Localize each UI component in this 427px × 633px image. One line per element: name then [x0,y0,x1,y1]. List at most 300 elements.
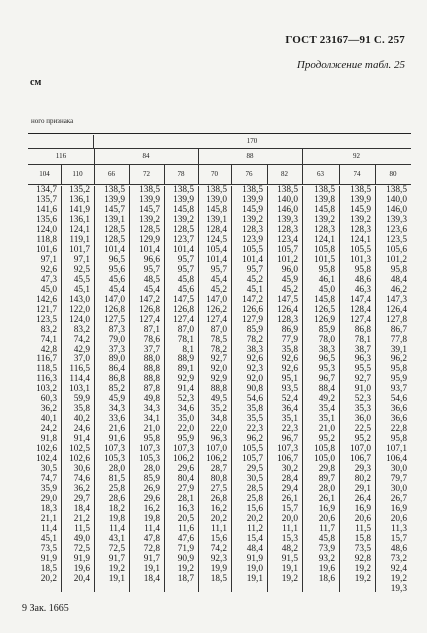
table-cell: 85,9 [143,474,160,485]
table-cell: 45,4 [108,284,125,295]
table-cell: 35,1 [318,414,335,425]
table-cell: 91,7 [143,553,160,564]
table-cell: 30,2 [281,464,298,475]
table-cell: 105,7 [242,454,263,465]
table-cell: 35,4 [318,404,335,415]
table-cell: 19,2 [354,573,371,584]
header-column-rule [375,164,376,184]
table-cell: 91,4 [177,384,194,395]
table-cell: 26,8 [210,494,227,505]
table-cell: 89,7 [318,474,335,485]
table-cell: 37,3 [108,344,125,355]
table-cell: 22,0 [177,424,194,435]
header-column-rule [94,148,95,184]
table-cell: 74,1 [40,334,57,345]
table-cell: 33,6 [108,414,125,425]
table-cell: 18,4 [73,504,90,514]
table-cell: 92,7 [210,354,227,365]
table-cell: 20,2 [210,513,227,524]
table-cell: 95,7 [177,264,194,275]
table-cell: 124,1 [69,224,90,235]
table-cell: 93,2 [318,553,335,564]
table-cell: 126,8 [139,304,160,315]
table-cell: 145,9 [350,204,371,215]
table-cell: 34,3 [143,404,160,415]
table-cell: 52,4 [281,394,298,405]
sub-header: 110 [72,170,83,178]
table-cell: 11,4 [109,523,125,534]
table-cell: 92,3 [246,364,263,375]
table-cell: 92,6 [281,354,298,365]
table-cell: 127,8 [386,314,407,325]
table-cell: 15,3 [281,533,298,544]
table-cell: 27,9 [177,484,194,495]
table-cell: 49,0 [73,533,90,544]
table-cell: 86,8 [108,374,125,385]
table-cell: 87,0 [177,324,194,335]
table-cell: 92,7 [354,374,371,385]
table-cell: 60,3 [40,394,57,405]
table-cell: 28,1 [177,494,194,505]
table-cell: 91,9 [73,553,90,564]
table-cell: 135,2 [69,185,90,195]
table-cell: 21,1 [40,513,57,524]
table-cell: 21,6 [108,424,125,435]
table-cell: 107,3 [104,444,125,455]
table-cell: 123,9 [242,234,263,245]
table-cell: 139,9 [242,194,263,205]
data-table [28,186,411,592]
table-cell: 15,7 [281,504,298,514]
table-column [267,186,298,585]
table-cell: 48,2 [281,543,298,554]
table-cell: 96,5 [318,354,335,365]
table-cell: 48,6 [354,274,371,285]
table-cell: 126,5 [314,304,335,315]
table-cell: 101,7 [69,244,90,255]
table-cell: 96,2 [390,354,407,365]
table-cell: 107,1 [386,444,407,455]
table-cell: 83,2 [40,324,57,335]
table-cell: 21,0 [318,424,335,435]
table-cell: 145,7 [104,204,125,215]
table-cell: 22,3 [281,424,298,435]
table-cell: 35,8 [246,404,263,415]
table-cell: 78,2 [246,334,263,345]
table-cell: 20,6 [318,513,335,524]
table-cell: 139,1 [104,214,125,225]
table-cell: 35,2 [210,404,227,415]
table-cell: 129,9 [139,234,160,245]
table-cell: 34,8 [210,414,227,425]
header-column-rule [339,164,340,184]
table-cell: 18,3 [40,504,57,514]
table-cell: 48,4 [390,274,407,285]
table-cell: 126,8 [104,304,125,315]
table-cell: 77,8 [390,334,407,345]
table-cell: 101,2 [277,254,298,265]
table-cell: 92,3 [210,553,227,564]
group-header: 88 [246,152,254,160]
table-cell: 105,3 [139,454,160,465]
table-cell: 106,7 [277,454,298,465]
table-cell: 35,1 [281,414,298,425]
table-cell: 139,9 [104,194,125,205]
table-cell: 42,9 [73,344,90,355]
table-cell: 139,2 [242,214,263,225]
table-cell: 107,0 [206,444,227,455]
table-cell: 107,3 [173,444,194,455]
group-header: 92 [353,152,360,160]
table-cell: 19,2 [390,573,407,584]
table-cell: 79,0 [108,334,125,345]
table-cell: 96,2 [246,434,263,445]
table-cell: 138,5 [139,185,160,195]
table-cell: 88,4 [318,384,335,395]
table-cell: 36,2 [40,404,57,415]
table-cell: 15,4 [246,533,263,544]
table-cell: 105,5 [350,244,371,255]
table-cell: 19,2 [177,563,194,574]
table-cell: 126,4 [277,304,298,315]
table-cell: 140,0 [386,194,407,205]
group-header: 84 [142,152,150,160]
table-cell: 29,7 [73,494,90,505]
table-cell: 95,9 [390,374,407,385]
table-cell: 102,5 [69,444,90,455]
table-cell: 19,2 [108,563,125,574]
table-cell: 11,2 [247,523,263,534]
table-cell: 96,0 [281,264,298,275]
table-cell: 126,8 [173,304,194,315]
table-cell: 34,6 [177,404,194,415]
table-column [129,186,160,585]
table-cell: 124,1 [314,234,335,245]
table-cell: 146,0 [386,204,407,215]
sub-header: 63 [317,170,324,178]
table-cell: 101,6 [36,244,57,255]
table-cell: 89,1 [177,364,194,375]
table-cell: 52,3 [354,394,371,405]
table-cell: 86,9 [281,324,298,335]
table-cell: 107,3 [139,444,160,455]
table-cell: 95,3 [318,364,335,375]
table-column [302,186,335,585]
table-cell: 74,2 [210,543,227,554]
header-column-rule [61,164,62,184]
table-cell: 91,7 [108,553,125,564]
table-cell: 87,1 [143,324,160,335]
table-cell: 8,1 [182,344,194,355]
table-cell: 77,9 [281,334,298,345]
table-cell: 95,5 [354,364,371,375]
table-cell: 92,9 [177,374,194,385]
table-cell: 105,5 [242,444,263,455]
table-cell: 11,4 [144,523,160,534]
table-cell: 121,7 [36,304,57,315]
feature-label: ного признака [31,117,74,125]
table-cell: 45,6 [108,274,125,285]
table-cell: 126,2 [206,304,227,315]
header-rule-2 [28,164,411,165]
table-cell: 19,1 [281,563,298,574]
table-cell: 11,5 [355,523,371,534]
table-column [94,186,125,585]
table-cell: 102,6 [69,454,90,465]
table-cell: 26,4 [354,494,371,505]
table-cell: 46,1 [318,274,335,285]
table-cell: 16,3 [177,504,194,514]
table-cell: 139,8 [314,194,335,205]
table-cell: 19,3 [390,583,407,594]
table-cell: 95,9 [177,434,194,445]
table-cell: 11,1 [211,523,227,534]
table-cell: 19,2 [354,563,371,574]
table-cell: 26,1 [281,494,298,505]
table-top-rule [28,133,411,134]
table-cell: 128,3 [277,224,298,235]
table-cell: 101,4 [104,244,125,255]
table-cell: 20,4 [73,573,90,584]
table-cell: 45,4 [143,284,160,295]
table-cell: 124,5 [206,234,227,245]
table-cell: 106,4 [386,454,407,465]
table-cell: 139,1 [206,214,227,225]
table-cell: 30,0 [390,484,407,495]
table-cell: 49,8 [143,394,160,405]
table-cell: 45,6 [177,284,194,295]
table-cell: 138,5 [350,185,371,195]
table-cell: 102,4 [36,454,57,465]
table-cell: 92,6 [281,364,298,375]
table-cell: 91,0 [354,384,371,395]
table-cell: 96,6 [143,254,160,265]
table-cell: 16,9 [318,504,335,514]
table-cell: 135,7 [36,194,57,205]
table-cell: 107,0 [350,444,371,455]
table-cell: 105,4 [206,244,227,255]
table-cell: 103,2 [36,384,57,395]
table-cell: 37,7 [143,344,160,355]
table-cell: 48,6 [390,543,407,554]
table-cell: 71,9 [177,543,194,554]
table-cell: 95,8 [390,264,407,275]
table-cell: 27,5 [210,484,227,495]
table-column [339,186,371,585]
table-cell: 25,8 [246,494,263,505]
table-cell: 30,5 [40,464,57,475]
table-cell: 91,8 [40,434,57,445]
table-cell: 119,1 [69,234,90,245]
table-cell: 25,8 [108,484,125,495]
table-cell: 42,8 [40,344,57,355]
table-cell: 123,6 [386,224,407,235]
table-cell: 45,2 [246,274,263,285]
table-cell: 124,1 [350,234,371,245]
table-cell: 20,6 [354,513,371,524]
table-cell: 88,8 [143,374,160,385]
table-cell: 139,3 [277,214,298,225]
table-cell: 45,8 [177,274,194,285]
table-cell: 124,0 [69,314,90,325]
table-cell: 24,2 [40,424,57,435]
table-cell: 28,6 [108,494,125,505]
table-cell: 18,2 [108,504,125,514]
table-cell: 38,3 [246,344,263,355]
header-rule-1 [28,148,411,149]
table-cell: 73,5 [40,543,57,554]
table-cell: 80,8 [210,474,227,485]
table-cell: 59,9 [73,394,90,405]
table-cell: 139,2 [139,214,160,225]
table-cell: 96,3 [210,434,227,445]
table-cell: 19,1 [108,573,125,584]
header-column-rule [164,164,165,184]
table-cell: 91,6 [108,434,125,445]
table-cell: 107,3 [277,444,298,455]
table-cell: 92,0 [210,364,227,375]
table-cell: 118,8 [36,234,57,245]
table-cell: 147,5 [277,294,298,305]
table-cell: 92,0 [246,374,263,385]
table-cell: 139,3 [386,214,407,225]
table-cell: 54,6 [390,394,407,405]
table-cell: 38,7 [354,344,371,355]
table-cell: 47,6 [177,533,194,544]
table-cell: 97,1 [40,254,57,265]
table-cell: 106,7 [350,454,371,465]
table-cell: 29,8 [318,464,335,475]
table-cell: 19,2 [281,573,298,584]
table-cell: 101,2 [386,254,407,265]
table-cell: 95,8 [318,264,335,275]
table-column [231,186,263,585]
table-cell: 47,8 [143,533,160,544]
table-cell: 92,9 [210,374,227,385]
table-cell: 105,8 [314,244,335,255]
table-cell: 48,4 [246,543,263,554]
table-cell: 145,8 [314,294,335,305]
table-cell: 86,7 [390,324,407,335]
table-cell: 15,6 [246,504,263,514]
table-cell: 19,8 [108,513,125,524]
table-cell: 105,3 [104,454,125,465]
table-cell: 81,5 [108,474,125,485]
sub-header: 70 [211,170,218,178]
table-cell: 16,2 [143,504,160,514]
table-cell: 88,9 [177,354,194,365]
table-cell: 91,9 [40,553,57,564]
table-cell: 54,6 [246,394,263,405]
table-cell: 96,3 [354,354,371,365]
table-cell: 138,5 [277,185,298,195]
table-cell: 15,7 [390,533,407,544]
table-cell: 45,5 [73,274,90,285]
table-cell: 45,0 [40,284,57,295]
table-cell: 138,5 [314,185,335,195]
table-cell: 134,7 [36,185,57,195]
table-cell: 105,6 [386,244,407,255]
table-cell: 35,3 [354,404,371,415]
table-cell: 128,3 [314,224,335,235]
table-cell: 85,9 [318,324,335,335]
table-cell: 35,8 [281,344,298,355]
table-cell: 72,5 [73,543,90,554]
table-cell: 127,4 [139,314,160,325]
sub-header: 72 [143,170,150,178]
table-cell: 138,5 [242,185,263,195]
table-cell: 18,7 [177,573,194,584]
table-cell: 11,6 [178,523,194,534]
table-cell: 123,7 [173,234,194,245]
table-cell: 28,0 [143,464,160,475]
table-cell: 95,8 [390,434,407,445]
table-cell: 141,9 [69,204,90,215]
table-cell: 74,7 [40,474,57,485]
table-cell: 22,8 [390,424,407,435]
table-cell: 47,3 [40,274,57,285]
table-cell: 46,3 [354,284,371,295]
table-cell: 18,4 [143,573,160,584]
table-cell: 106,2 [173,454,194,465]
table-cell: 35,5 [246,414,263,425]
table-cell: 103,1 [69,384,90,395]
group-header: 116 [55,152,67,160]
table-cell: 19,9 [210,563,227,574]
table-cell: 87,0 [210,324,227,335]
table-cell: 45,1 [40,533,57,544]
header-column-rule [129,164,130,184]
table-cell: 29,6 [177,464,194,475]
table-cell: 147,5 [173,294,194,305]
table-cell: 101,5 [314,254,335,265]
table-cell: 143,0 [69,294,90,305]
table-cell: 89,0 [108,354,125,365]
table-cell: 138,5 [206,185,227,195]
table-column [28,186,57,585]
table-cell: 95,7 [210,264,227,275]
table-cell: 118,5 [36,364,57,375]
table-cell: 95,7 [177,254,194,265]
sub-header: 74 [353,170,361,178]
table-cell: 35,0 [177,414,194,425]
table-cell: 34,1 [143,414,160,425]
header-column-rule [231,164,232,184]
table-cell: 135,6 [36,214,57,225]
table-cell: 92,4 [390,563,407,574]
table-cell: 87,3 [108,324,125,335]
table-cell: 147,0 [206,294,227,305]
table-cell: 19,6 [318,563,335,574]
table-cell: 128,4 [206,224,227,235]
table-cell: 128,5 [139,224,160,235]
table-cell: 18,5 [210,573,227,584]
table-cell: 140,0 [277,194,298,205]
table-cell: 11,7 [319,523,335,534]
table-cell: 73,9 [318,543,335,554]
table-cell: 122,0 [69,304,90,315]
header-column-rule [93,135,94,148]
table-cell: 95,6 [108,264,125,275]
table-cell: 21,2 [73,513,90,524]
table-cell: 139,0 [206,194,227,205]
table-cell: 38,3 [318,344,335,355]
table-cell: 15,6 [210,533,227,544]
table-cell: 145,7 [139,204,160,215]
table-cell: 96,7 [281,434,298,445]
table-cell: 29,3 [354,464,371,475]
table-cell: 101,4 [242,254,263,265]
